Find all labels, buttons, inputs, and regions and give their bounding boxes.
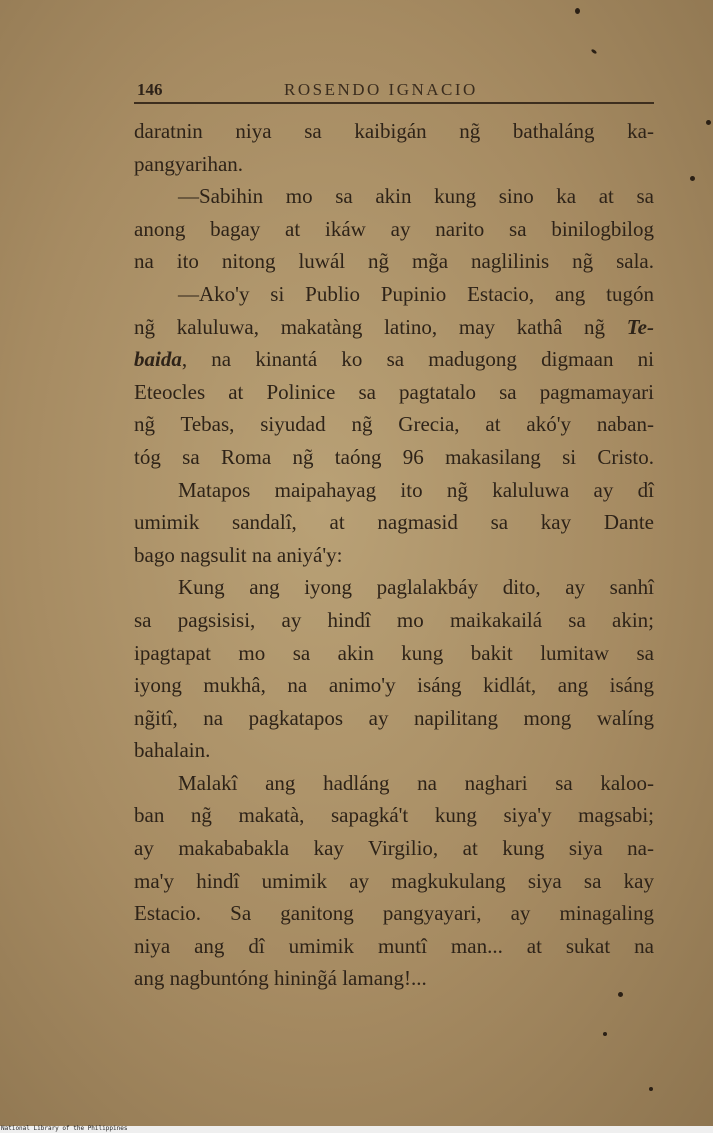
page-number: 146 xyxy=(137,80,163,99)
text-line: ban ng̃ makatà, sapagká't kung siya'y magsabi; xyxy=(134,803,654,828)
paragraph-3 xyxy=(134,278,654,474)
running-head: ROSENDO IGNACIO xyxy=(284,80,478,99)
text-line: niya ang dî umimik muntî man... at sukat na xyxy=(134,933,654,958)
text-line: ipagtapat mo sa akin kung bakit lumitaw sa xyxy=(134,640,654,665)
text-line: ma'y hindî umimik ay magkukulang siya sa kay xyxy=(134,868,654,893)
body-text xyxy=(134,115,654,995)
paragraph-6 xyxy=(134,767,654,995)
ink-speck xyxy=(591,49,598,55)
text-line: Kung ang iyong paglalakbáy dito, ay sanhî xyxy=(178,575,654,600)
footer-credit: National Library of the Philippines xyxy=(1,1125,128,1132)
text-line: baida, na kinantá ko sa madugong digmaan ni xyxy=(134,347,654,372)
ink-speck xyxy=(618,992,623,997)
italic-title: baida xyxy=(134,347,182,372)
page-header xyxy=(134,78,654,104)
text-line: ang nagbuntóng hining̃á lamang!... xyxy=(134,966,427,991)
scan-footer xyxy=(0,1126,713,1133)
text-line: Malakî ang hadláng na naghari sa kaloo- xyxy=(178,770,654,795)
text-line: daratnin niya sa kaibigán ng̃ bathaláng ka- xyxy=(134,119,654,143)
text-line: pangyarihan. xyxy=(134,151,244,176)
paragraph-2 xyxy=(134,180,654,278)
ink-speck xyxy=(690,176,695,181)
text-line: na ito nitong luwál ng̃ mg̃a naglilinis ng̃ sala. xyxy=(134,249,654,274)
text-line: anong bagay at ikáw ay narito sa binilogbilog xyxy=(134,216,654,241)
ink-speck xyxy=(649,1087,653,1091)
text-line: ay makababakla kay Virgilio, at kung siya na- xyxy=(134,836,654,861)
paragraph-1 xyxy=(134,115,654,180)
text-line: iyong mukhâ, na animo'y isáng kidlát, ang isáng xyxy=(134,673,654,698)
ink-speck xyxy=(603,1032,607,1036)
italic-title: Te- xyxy=(626,314,654,339)
text-line: tóg sa Roma ng̃ taóng 96 makasilang si Cristo. xyxy=(134,444,654,469)
paragraph-5 xyxy=(134,571,654,767)
text-line: ng̃ Tebas, siyudad ng̃ Grecia, at akó'y naban- xyxy=(134,412,654,437)
text-line: Estacio. Sa ganitong pangyayari, ay minagaling xyxy=(134,901,654,926)
text-line: sa pagsisisi, ay hindî mo maikakailá sa akin; xyxy=(134,607,654,632)
text-line: Matapos maipahayag ito ng̃ kaluluwa ay dî xyxy=(178,477,654,502)
text-line: bahalain. xyxy=(134,738,211,763)
text-line: ng̃ kaluluwa, makatàng latino, may kathâ ng̃ Te- xyxy=(134,314,654,339)
text-line: bago nagsulit na aniyá'y: xyxy=(134,542,343,567)
text-line: —Ako'y si Publio Pupinio Estacio, ang tugón xyxy=(178,281,654,306)
paragraph-4 xyxy=(134,474,654,572)
text-line: Eteocles at Polinice sa pagtatalo sa pagmamayari xyxy=(134,379,654,404)
text-line: ng̃itî, na pagkatapos ay napilitang mong walíng xyxy=(134,705,654,730)
text-line: —Sabihin mo sa akin kung sino ka at sa xyxy=(178,184,654,209)
text-line: umimik sandalî, at nagmasid sa kay Dante xyxy=(134,510,654,535)
ink-speck xyxy=(575,8,580,14)
ink-speck xyxy=(706,120,711,125)
